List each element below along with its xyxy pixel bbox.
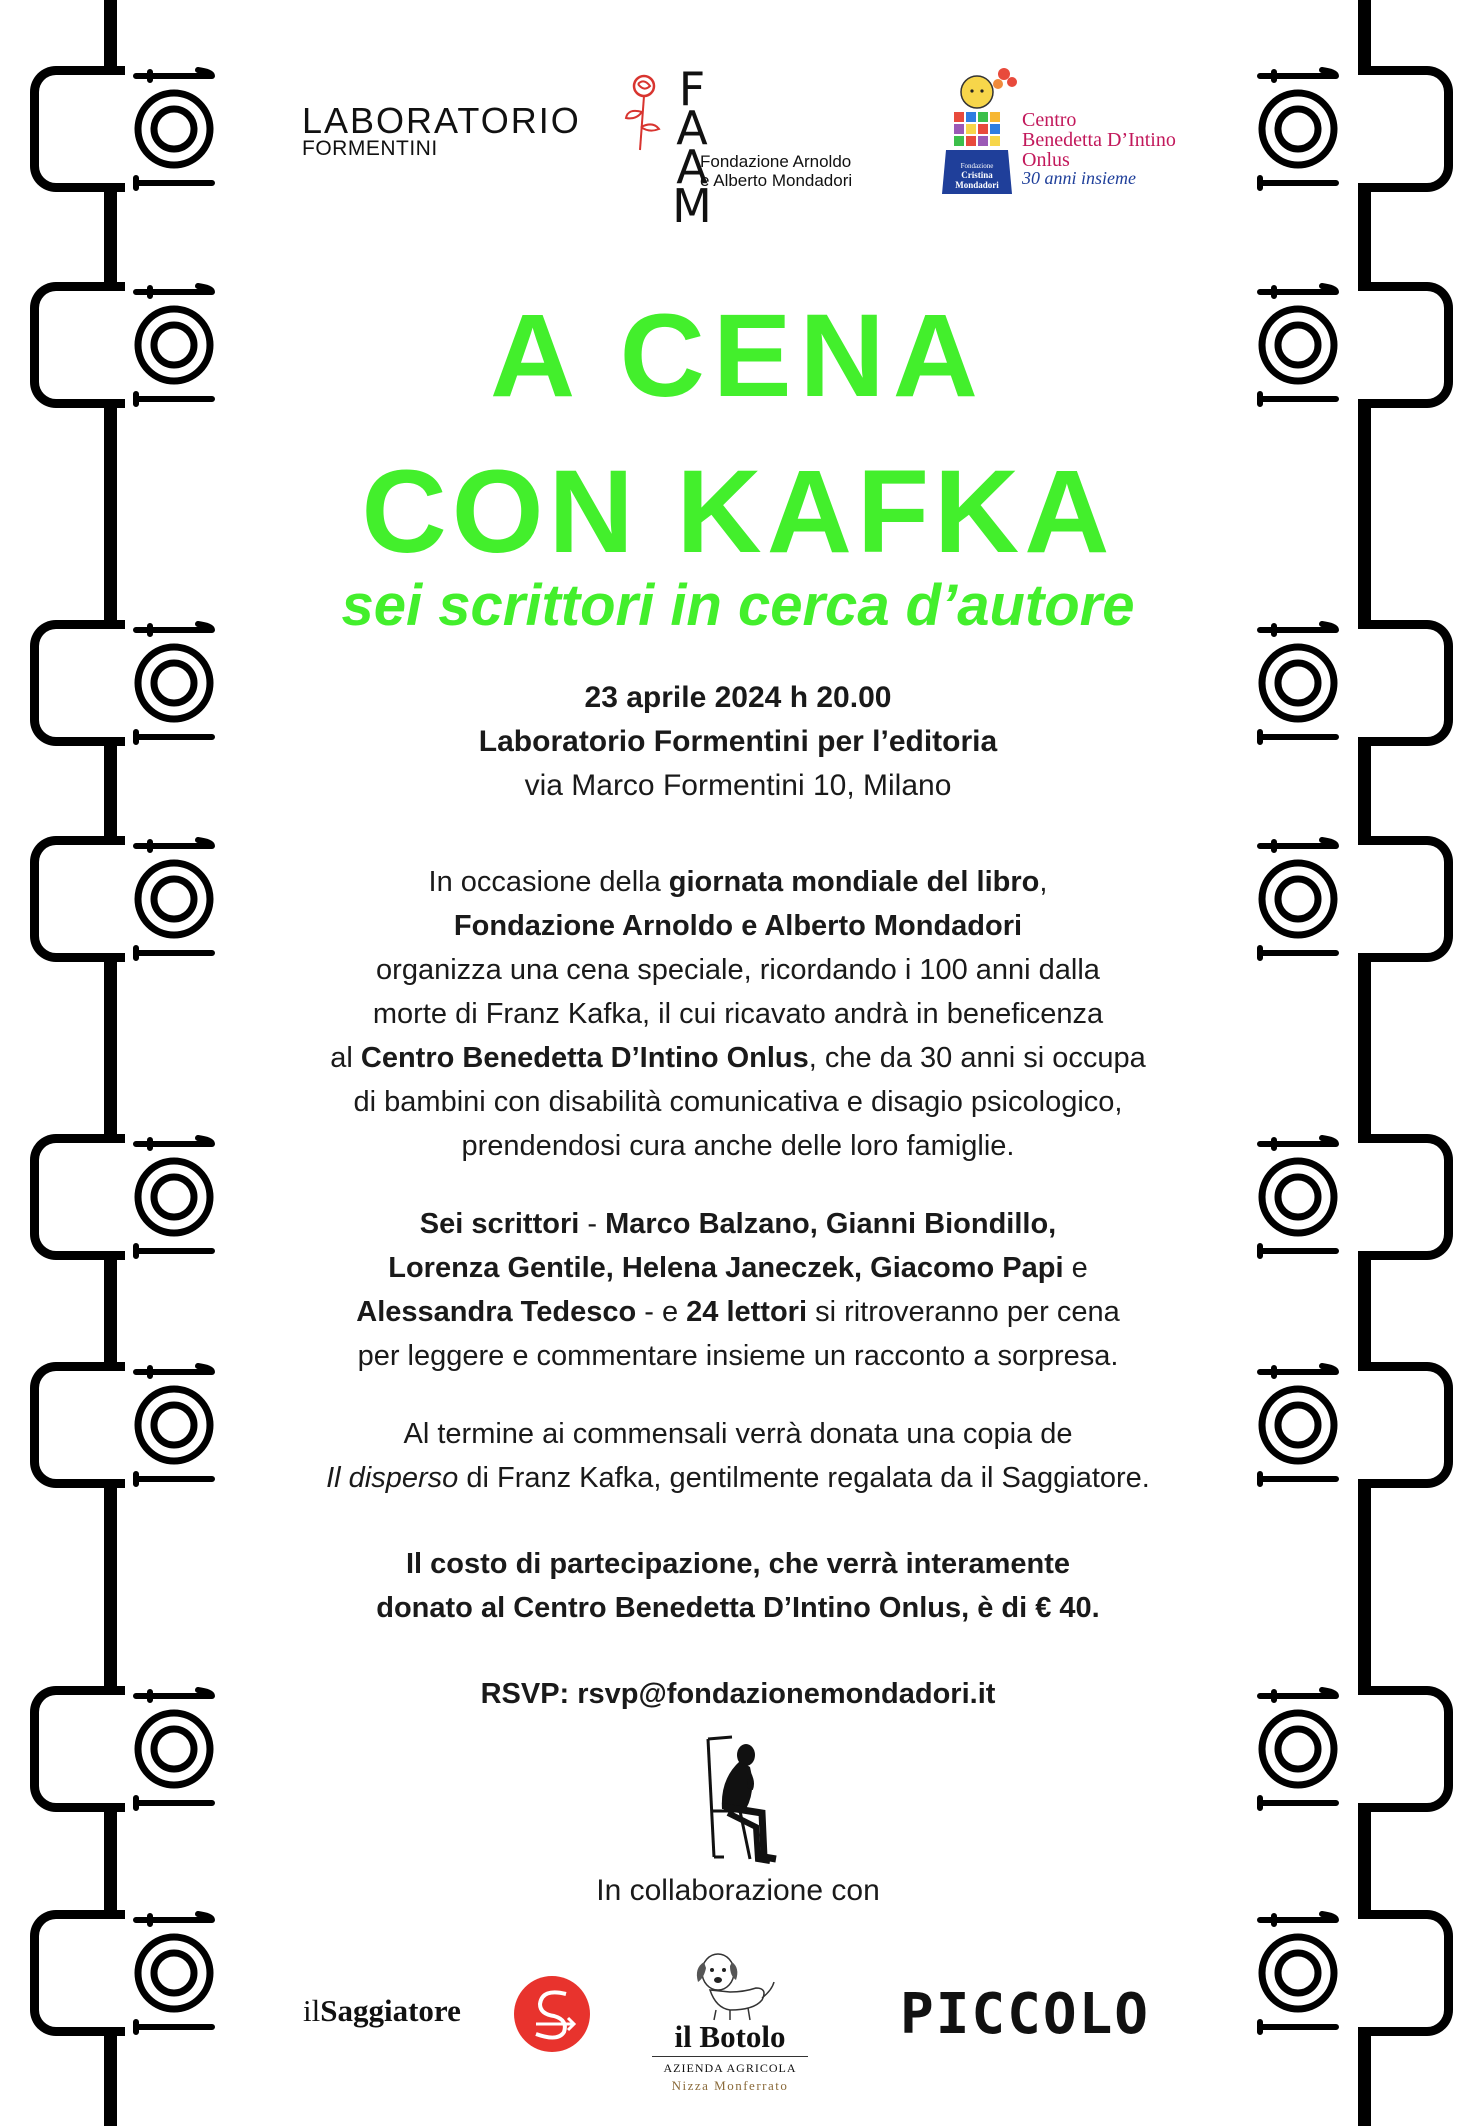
text-bold: 24 lettori [686, 1296, 808, 1328]
place-setting-icon [128, 1130, 220, 1265]
text: organizza una cena speciale, ricordando i 100 anni dalla [376, 954, 1100, 986]
faam-letter: A [676, 101, 708, 155]
place-setting-icon [1252, 62, 1344, 197]
place-setting-icon [1252, 832, 1344, 967]
botolo-location: Nizza Monferrato [671, 2078, 789, 2093]
place-setting-icon [128, 832, 220, 967]
place-setting-icon [1252, 616, 1344, 751]
text: Al termine ai commensali verrà donata una copia de [403, 1418, 1073, 1450]
chair-icon [1358, 1134, 1453, 1260]
place-setting-icon [1252, 278, 1344, 413]
chair-icon [30, 282, 125, 408]
place-setting-icon [128, 278, 220, 413]
seated-figure-icon [684, 1735, 794, 1865]
text-bold: giornata mondiale del libro [668, 866, 1040, 898]
fondazione-line2: e Alberto Mondadori [700, 171, 853, 190]
text-bold: Centro Benedetta D’Intino Onlus [360, 1042, 809, 1074]
right-table-border [1326, 0, 1476, 2126]
centro-logo-text [1022, 110, 1176, 170]
event-date: 23 aprile 2024 h 20.00 [584, 681, 892, 714]
saggiatore-logo-icon [512, 1974, 592, 2054]
chair-icon [30, 1362, 125, 1488]
place-setting-icon [1252, 1906, 1344, 2041]
text-bold: Alessandra Tedesco [356, 1296, 637, 1328]
botolo-dog-icon [680, 1948, 780, 2022]
subtitle: sei scrittori in cerca d’autore [341, 573, 1135, 638]
centro-line2: Benedetta D’Intino [1022, 129, 1176, 151]
place-setting-icon [1252, 1358, 1344, 1493]
centro-line1: Centro [1022, 109, 1077, 131]
event-venue: Laboratorio Formentini per l’editoria [478, 725, 998, 758]
faam-logo-letters [670, 62, 714, 233]
centro-mascot-logo [932, 64, 1022, 204]
text-bold: donato al Centro Benedetta D’Intino Onlus, è di € 40. [376, 1592, 1100, 1624]
chair-icon [1358, 1910, 1453, 2036]
chair-icon [1358, 282, 1453, 408]
centro-anni-text: 30 anni insieme [1022, 168, 1136, 188]
paragraph-writers [180, 1202, 1296, 1378]
badge-text-2: Cristina [961, 170, 993, 180]
chair-icon [30, 620, 125, 746]
text: In occasione della [428, 866, 669, 898]
event-info [180, 676, 1296, 808]
laboratorio-logo-title: LABORATORIO [302, 100, 581, 141]
text: , [1039, 866, 1048, 898]
text: - e [636, 1296, 687, 1328]
place-setting-icon [1252, 1130, 1344, 1265]
place-setting-icon [128, 1906, 220, 2041]
piccolo-logo-text: PICCOLO [900, 1982, 1151, 2047]
text: e [1063, 1252, 1088, 1284]
text-bold: Fondazione Arnoldo e Alberto Mondadori [453, 910, 1023, 942]
rsvp [180, 1672, 1296, 1716]
laboratorio-logo-subtitle: FORMENTINI [302, 137, 438, 160]
botolo-divider [652, 2056, 808, 2057]
faam-letter: A [676, 140, 708, 194]
text-bold: Il costo di partecipazione, che verrà interamente [406, 1548, 1070, 1580]
paragraph-cost [180, 1542, 1296, 1630]
text: di bambini con disabilità comunicativa e disagio psicologico, [353, 1086, 1123, 1118]
event-address: via Marco Formentini 10, Milano [524, 769, 952, 802]
paragraph-gift [180, 1412, 1296, 1500]
botolo-logo-text: il Botolo [674, 2019, 786, 2054]
text: prendendosi cura anche delle loro famiglie. [461, 1130, 1015, 1162]
badge-text-3: Mondadori [955, 180, 999, 190]
rose-icon [622, 72, 670, 152]
chair-icon [30, 66, 125, 192]
text: al [330, 1042, 361, 1074]
text-bold: Marco Balzano, Gianni Biondillo, [605, 1208, 1057, 1240]
saggiatore-il: il [303, 1993, 321, 2028]
faam-letter: M [672, 179, 712, 233]
paragraph-occasion [180, 860, 1296, 1168]
collaboration-label: In collaborazione con [596, 1874, 880, 1907]
place-setting-icon [128, 616, 220, 751]
fondazione-line1: Fondazione Arnoldo [700, 152, 852, 171]
faam-letter: F [678, 62, 706, 116]
text: per leggere e commentare insieme un racconto a sorpresa. [357, 1340, 1119, 1372]
chair-icon [30, 1686, 125, 1812]
chair-icon [1358, 66, 1453, 192]
place-setting-icon [128, 62, 220, 197]
title-line2: CON KAFKA [361, 446, 1115, 578]
saggiatore-logo-text [303, 1993, 461, 2029]
text: di Franz Kafka, gentilmente regalata da il Saggiatore. [458, 1462, 1150, 1494]
chair-icon [30, 836, 125, 962]
book-title: Il disperso [326, 1462, 459, 1494]
place-setting-icon [1252, 1682, 1344, 1817]
chair-icon [1358, 1362, 1453, 1488]
place-setting-icon [128, 1358, 220, 1493]
chair-icon [30, 1910, 125, 2036]
title-line1: A CENA [490, 290, 986, 422]
chair-icon [1358, 620, 1453, 746]
chair-icon [1358, 1686, 1453, 1812]
fondazione-logo-text [700, 152, 852, 190]
text: si ritroveranno per cena [807, 1296, 1120, 1328]
saggiatore-name: Saggiatore [320, 1993, 461, 2028]
rsvp-email[interactable]: RSVP: rsvp@fondazionemondadori.it [480, 1678, 996, 1710]
text-bold: Lorenza Gentile, Helena Janeczek, Giacomo Papi [388, 1252, 1064, 1284]
left-table-border [0, 0, 130, 2126]
text: morte di Franz Kafka, il cui ricavato andrà in beneficenza [372, 998, 1104, 1030]
chair-icon [30, 1134, 125, 1260]
centro-line3: Onlus [1022, 149, 1070, 171]
place-setting-icon [128, 1682, 220, 1817]
text-bold: Sei scrittori [419, 1208, 580, 1240]
text: - [579, 1208, 606, 1240]
badge-text-1: Fondazione [960, 162, 994, 170]
botolo-subtitle: AZIENDA AGRICOLA [663, 2061, 797, 2075]
text: , che da 30 anni si occupa [808, 1042, 1146, 1074]
chair-icon [1358, 836, 1453, 962]
